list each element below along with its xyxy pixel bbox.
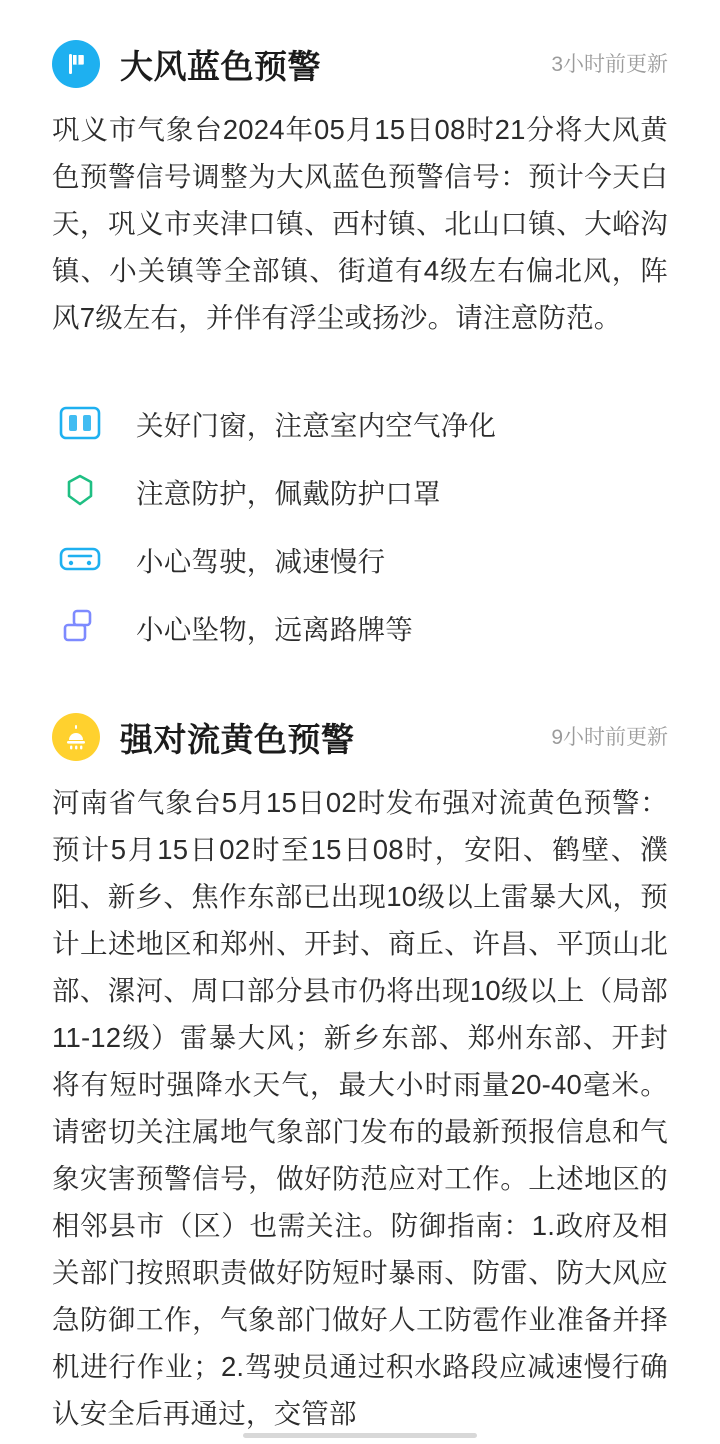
alert-title: 大风蓝色预警: [120, 47, 321, 85]
alert-header: [52, 36, 668, 92]
tip-label: 关好门窗，注意室内空气净化: [136, 410, 497, 441]
tip-label: 小心驾驶，减速慢行: [136, 546, 386, 577]
alert-update-time: 9小时前更新: [551, 726, 668, 749]
thunderstorm-icon: [52, 713, 100, 761]
alert-body-text: 河南省气象台5月15日02时发布强对流黄色预警：预计5月15日02时至15日08时，安阳、鹤壁、濮阳、新乡、焦作东部已出现10级以上雷暴大风，预计上述地区和郑州、开封、商丘、许昌、平顶山北部、漯河、周口部分县市仍将出现10级以上（局部11-12级）雷暴大风；新乡东部、郑州东部、开封将有短时强降水天气，最大小时雨量20-40毫米。请密切关注属地气象部门发布的最新预报信息和气象灾害预警信号，做好防范应对工作。上述地区的相邻县市（区）也需关注。防御指南：1.政府及相关部门按照职责做好防短时暴雨、防雷、防大风应急防御工作，气象部门做好人工防雹作业准备并择机进行作业；2.驾驶员通过积水路段应减速慢行确认安全后再通过，交管部: [52, 787, 668, 1429]
tip-label: 小心坠物，远离路牌等: [136, 614, 413, 645]
tip-item: [52, 389, 668, 457]
tips-list: [52, 389, 668, 661]
mask-icon: [52, 472, 108, 510]
falling-object-icon: [52, 607, 108, 647]
tip-item: [52, 457, 668, 525]
alert-card-wind: [52, 0, 668, 661]
tip-label: 注意防护，佩戴防护口罩: [136, 478, 441, 509]
home-indicator: [243, 1433, 477, 1438]
alert-update-time: 3小时前更新: [551, 53, 668, 76]
alert-body-text: 巩义市气象台2024年05月15日08时21分将大风黄色预警信号调整为大风蓝色预警信号：预计今天白天，巩义市夹津口镇、西村镇、北山口镇、大峪沟镇、小关镇等全部镇、街道有4级左右偏北风，阵风7级左右，并伴有浮尘或扬沙。请注意防范。: [52, 114, 668, 333]
alert-header: [52, 709, 668, 765]
tip-item: [52, 593, 668, 661]
alert-card-thunderstorm: [52, 691, 668, 1437]
alert-title: 强对流黄色预警: [120, 720, 355, 758]
window-icon: [52, 404, 108, 442]
car-icon: [52, 540, 108, 578]
tip-item: [52, 525, 668, 593]
wind-flag-icon: [52, 40, 100, 88]
section-divider-space: [52, 661, 668, 691]
